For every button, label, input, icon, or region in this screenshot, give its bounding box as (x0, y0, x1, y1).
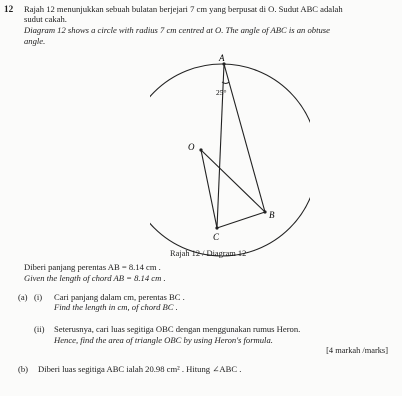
label-b: B (269, 210, 275, 220)
radius-ob (201, 150, 265, 212)
question-number: 12 (4, 4, 14, 14)
part-a-i-malay: Cari panjang dalam cm, perentas BC . (54, 292, 185, 302)
circle-outline (150, 64, 310, 256)
marks-label: [4 markah /marks] (326, 346, 388, 355)
part-b-label: (b) (18, 364, 29, 374)
label-o: O (188, 142, 195, 152)
part-a-label: (a) (18, 292, 28, 302)
chord-bc (217, 212, 265, 228)
point-b (263, 210, 266, 213)
radius-oc (201, 150, 217, 228)
intro-english-line-1: Diagram 12 shows a circle with radius 7 cm centred at O. The angle of ABC is an obtuse (24, 25, 330, 35)
diagram-caption: Rajah 12 / Diagram 12 (170, 249, 247, 258)
intro-malay-line-1: Rajah 12 menunjukkan sebuah bulatan berjejari 7 cm yang berpusat di O. Sudut ABC adalah (24, 4, 343, 14)
part-a-i-label: (i) (34, 292, 43, 302)
part-a-ii-label: (ii) (34, 324, 45, 334)
chord-ab (224, 64, 265, 212)
intro-malay-line-2: sudut cakah. (24, 14, 67, 24)
point-o (199, 148, 202, 151)
part-a-ii-malay: Seterusnya, cari luas segitiga OBC dengan menggunakan rumus Heron. (54, 324, 301, 334)
circle-diagram (150, 52, 310, 262)
intro-english-line-2: angle. (24, 36, 46, 46)
part-b-malay: Diberi luas segitiga ABC ialah 20.98 cm² . Hitung ∠ABC . (38, 364, 242, 374)
given-malay: Diberi panjang perentas AB = 8.14 cm . (24, 262, 161, 272)
given-english: Given the length of chord AB = 8.14 cm . (24, 273, 166, 283)
part-a-i-english: Find the length in cm, of chord BC . (54, 302, 178, 312)
point-c (215, 226, 218, 229)
part-a-ii-english: Hence, find the area of triangle OBC by using Heron's formula. (54, 335, 273, 345)
label-c: C (213, 232, 220, 242)
label-a: A (219, 53, 225, 63)
label-angle: 25° (216, 88, 227, 97)
